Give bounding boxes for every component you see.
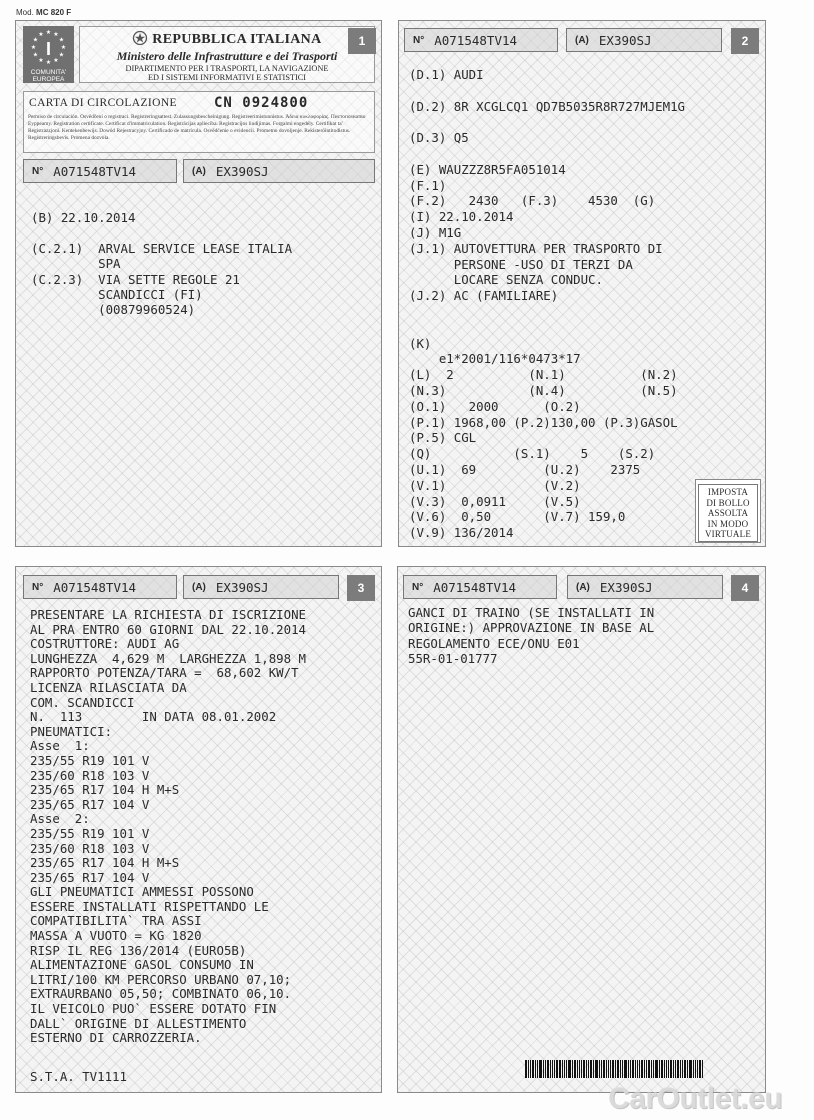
- svg-text:★: ★: [53, 31, 59, 38]
- registration-card-header: [23, 91, 375, 153]
- eu-stars-icon: [28, 29, 69, 69]
- plate-box: (A) EX390SJ: [567, 575, 723, 599]
- registration-number-box: N° A071548TV14: [23, 159, 177, 183]
- plate-number: EX390SJ: [215, 163, 269, 179]
- form-model-label: Mod. MC 820 F: [16, 8, 72, 17]
- registration-number-box: N° A071548TV14: [404, 28, 558, 52]
- tax-stamp: [695, 479, 761, 543]
- svg-text:★: ★: [38, 57, 44, 64]
- svg-text:★: ★: [53, 57, 59, 64]
- svg-text:★: ★: [32, 51, 39, 59]
- panel-number: 3: [347, 575, 375, 601]
- panel-number: 4: [731, 575, 759, 601]
- ministry-name: Ministero delle Infrastrutture e dei Trasporti: [116, 49, 338, 63]
- panel-1-content: (B) 22.10.2014 (C.2.1) ARVAL SERVICE LEASE ITALIA SPA (C.2.3) VIA SETTE REGOLE 21 SCANDICCI (FI) (00879960524): [31, 210, 293, 318]
- panel-number: 2: [731, 28, 759, 54]
- panel-4: [397, 566, 766, 1093]
- svg-text:★: ★: [58, 36, 65, 44]
- eu-emblem: [23, 26, 74, 83]
- plate-box: (A) EX390SJ: [566, 28, 722, 52]
- department-line-2: ED I SISTEMI INFORMATIVI E STATISTICI: [147, 73, 307, 82]
- italian-emblem-icon: [132, 30, 148, 45]
- plate-number: EX390SJ: [598, 32, 652, 48]
- registration-number: A071548TV14: [434, 32, 518, 48]
- plate-number: EX390SJ: [215, 579, 269, 595]
- panel-4-content: GANCI DI TRAINO (SE INSTALLATI IN ORIGINE:) APPROVAZIONE IN BASE AL REGOLAMENTO ECE/ONU E01 55R-01-01777: [408, 605, 655, 667]
- registration-number-box: N° A071548TV14: [23, 575, 177, 599]
- registration-number: A071548TV14: [433, 579, 517, 595]
- svg-text:★: ★: [58, 51, 65, 59]
- registration-number: A071548TV14: [53, 163, 137, 179]
- panel-3-content: PRESENTARE LA RICHIESTA DI ISCRIZIONE AL PRA ENTRO 60 GIORNI DAL 22.10.2014 COSTRUTTORE: AUDI AG LUNGHEZZA 4,629 M LARGHEZZA 1,898 M RAPPORTO POTENZA/TARA = 68,602 KW/T LICENZA RILASCIATA DA COM. SCANDICCI N. 113 IN DATA 08.01.2002 PNEUMATICI: Asse 1: 235/55 R19 101 V 235/60 R18 103 V 235/65 R17 104 H M+S 235/65 R17 104 V Asse 2: 235/55 R19 101 V 235/60 R18 103 V 235/65 R17 104 H M+S 235/65 R17 104 V GLI PNEUMATICI AMMESSI POSSONO ESSERE INSTALLATI RISPETTANDO LE COMPATIBILITA` TRA ASSI MASSA A VUOTO = KG 1820 RISP IL REG 136/2014 (EURO5B) ALIMENTAZIONE GASOL CONSUMO IN LITRI/100 KM PERCORSO URBANO 07,10; EXTRAURBANO 05,50; COMBINATO 06,10. IL VEICOLO PUO` ESSERE DOTATO FIN DALL` ORIGINE DI ALLESTIMENTO ESTERNO DI CARROZZERIA.: [30, 607, 307, 1046]
- svg-text:★: ★: [45, 59, 52, 66]
- plate-box: (A) EX390SJ: [183, 575, 339, 599]
- ministry-header: [79, 26, 375, 83]
- svg-text:★: ★: [30, 44, 37, 51]
- tax-stamp-text: IMPOSTA DI BOLLO ASSOLTA IN MODO VIRTUALE: [698, 484, 758, 542]
- card-number: CN 0924800: [214, 95, 309, 111]
- svg-text:★: ★: [60, 44, 67, 51]
- svg-text:★: ★: [38, 31, 44, 38]
- registration-number-box: N° A071548TV14: [403, 575, 557, 599]
- svg-text:★: ★: [45, 29, 52, 36]
- panel-3: [15, 566, 382, 1093]
- svg-text:I: I: [45, 39, 52, 59]
- card-title: CARTA DI CIRCOLAZIONE: [29, 97, 177, 109]
- plate-box: (A) EX390SJ: [183, 159, 375, 183]
- eu-label: COMUNITA' EUROPEA: [30, 69, 67, 83]
- panel-number: 1: [348, 28, 376, 54]
- card-translations: Permiso de circulación. Osvědčení o registraci. Registreringsattest. Zulassungsbescheinigung. Registreerimistunnistus. Άδεια κυκλοφορίας. Пистопознатво Eyppeamy. Registration certificate. Certificat d'immatriculation. Registrācijas apliecība. Registracijos liudijimas. Forgalmi engedély. Certifikat ta' Registrazzjoni. Kentekenbewijs. Dowód Rejestracyjny. Certificado de matrícula. Osvědčenie o evidencii. Prometno dovoljenje. Rekisteröintitodistus. Registreringsbevis. Promena dozvola.: [28, 114, 366, 141]
- plate-number: EX390SJ: [599, 579, 653, 595]
- panel-1: [15, 20, 382, 547]
- svg-text:★: ★: [32, 36, 39, 44]
- watermark: CarOutlet.eu: [608, 1082, 783, 1115]
- sta-footer: S.T.A. TV1111: [30, 1069, 127, 1084]
- department-line-1: DIPARTIMENTO PER I TRASPORTI, LA NAVIGAZIONE: [125, 64, 329, 73]
- panel-2-content: (D.1) AUDI (D.2) 8R XCGLCQ1 QD7B5035R8R727MJEM1G (D.3) Q5 (E) WAUZZZ8R5FA051014 (F.1) (F.2) 2430 (F.3) 4530 (G) (I) 22.10.2014 (J) M1G (J.1) AUTOVETTURA PER TRASPORTO DI PERSONE -USO DI TERZI DA LOCARE SENZA CONDUC. (J.2) AC (FAMILIARE) (K) e1*2001/116*0473*17 (L) 2 (N.1) (N.2) (N.3) (N.4) (N.5) (O.1) 2000 (O.2) (P.1) 1968,00 (P.2)130,00 (P.3)GASOL (P.5) CGL (Q) (S.1) 5 (S.2) (U.1) 69 (U.2) 2375 (V.1) (V.2) (V.3) 0,0911 (V.5) (V.6) 0,50 (V.7) 159,0 (V.9) 136/2014: [409, 67, 686, 541]
- registration-number: A071548TV14: [53, 579, 137, 595]
- panel-2: [398, 20, 766, 547]
- barcode: [525, 1060, 721, 1078]
- republic-title: REPUBBLICA ITALIANA: [152, 32, 322, 47]
